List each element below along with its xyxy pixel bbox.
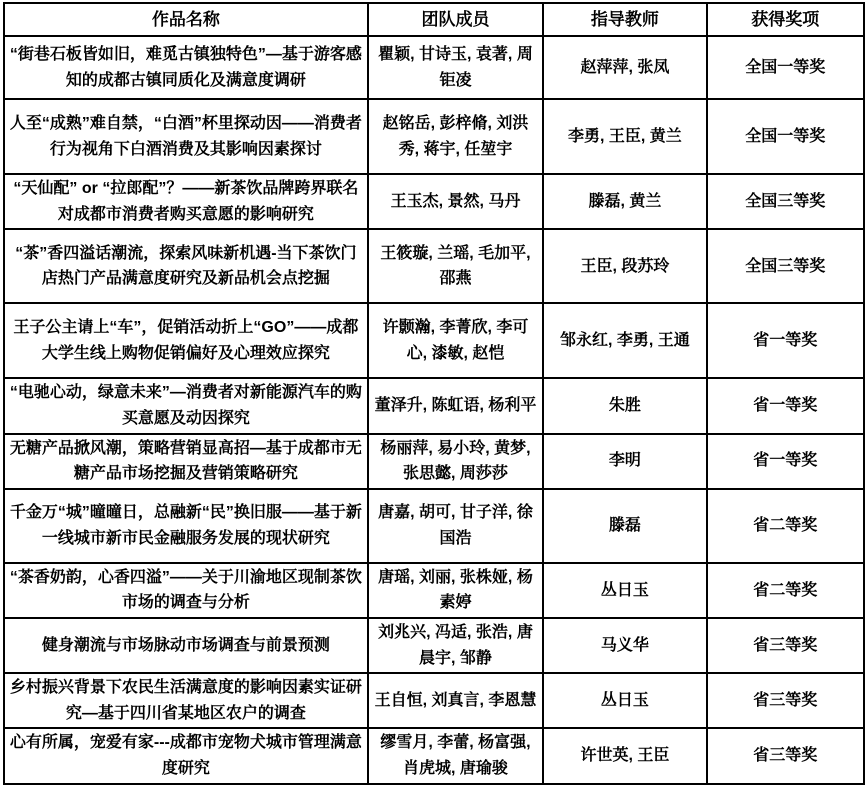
cell-advisors: 丛日玉 bbox=[543, 673, 706, 728]
cell-members: 王玉杰, 景然, 马丹 bbox=[368, 174, 543, 229]
cell-award: 全国三等奖 bbox=[707, 174, 864, 229]
cell-members: 王筱璇, 兰瑶, 毛加平, 邵燕 bbox=[368, 229, 543, 303]
cell-award: 省二等奖 bbox=[707, 563, 864, 618]
table-row bbox=[4, 728, 864, 783]
header-row bbox=[4, 3, 864, 36]
cell-title: “茶”香四溢话潮流，探索风味新机遇-当下茶饮门店热门产品满意度研究及新品机会点挖掘 bbox=[4, 229, 368, 303]
cell-award: 省三等奖 bbox=[707, 673, 864, 728]
cell-award: 全国一等奖 bbox=[707, 99, 864, 174]
cell-title: “电驰心动，绿意未来”—消费者对新能源汽车的购买意愿及动因探究 bbox=[4, 378, 368, 433]
cell-members: 许颢瀚, 李菁欣, 李可心, 漆敏, 赵恺 bbox=[368, 303, 543, 378]
table-row bbox=[4, 174, 864, 229]
cell-award: 全国三等奖 bbox=[707, 229, 864, 303]
cell-award: 省一等奖 bbox=[707, 434, 864, 489]
cell-members: 赵铭岳, 彭梓脩, 刘洪秀, 蒋宇, 任堃宇 bbox=[368, 99, 543, 174]
cell-title: 无糖产品掀风潮，策略营销显高招—基于成都市无糖产品市场挖掘及营销策略研究 bbox=[4, 434, 368, 489]
cell-members: 唐嘉, 胡可, 甘子洋, 徐国浩 bbox=[368, 489, 543, 563]
cell-title: 乡村振兴背景下农民生活满意度的影响因素实证研究—基于四川省某地区农户的调查 bbox=[4, 673, 368, 728]
cell-title: “街巷石板皆如旧，难觅古镇独特色”—基于游客感知的成都古镇同质化及满意度调研 bbox=[4, 36, 368, 99]
cell-members: 刘兆兴, 冯适, 张浩, 唐晨宇, 邹静 bbox=[368, 618, 543, 673]
cell-advisors: 王臣, 段苏玲 bbox=[543, 229, 706, 303]
cell-award: 省一等奖 bbox=[707, 378, 864, 433]
cell-advisors: 赵萍萍, 张凤 bbox=[543, 36, 706, 99]
column-header-title: 作品名称 bbox=[4, 3, 368, 36]
cell-members: 瞿颖, 甘诗玉, 袁著, 周钜凌 bbox=[368, 36, 543, 99]
cell-advisors: 朱胜 bbox=[543, 378, 706, 433]
table-row bbox=[4, 434, 864, 489]
table-row bbox=[4, 618, 864, 673]
cell-award: 省二等奖 bbox=[707, 489, 864, 563]
cell-title: “天仙配” or “拉郎配”？——新茶饮品牌跨界联名对成都市消费者购买意愿的影响研究 bbox=[4, 174, 368, 229]
cell-advisors: 滕磊 bbox=[543, 489, 706, 563]
cell-advisors: 李勇, 王臣, 黄兰 bbox=[543, 99, 706, 174]
cell-members: 杨丽萍, 易小玲, 黄梦, 张思懿, 周莎莎 bbox=[368, 434, 543, 489]
cell-advisors: 邹永红, 李勇, 王通 bbox=[543, 303, 706, 378]
table-row bbox=[4, 303, 864, 378]
column-header-advisors: 指导教师 bbox=[543, 3, 706, 36]
cell-title: 健身潮流与市场脉动市场调查与前景预测 bbox=[4, 618, 368, 673]
cell-members: 王自恒, 刘真言, 李恩慧 bbox=[368, 673, 543, 728]
cell-award: 省三等奖 bbox=[707, 618, 864, 673]
cell-advisors: 滕磊, 黄兰 bbox=[543, 174, 706, 229]
cell-title: “茶香奶韵，心香四溢”——关于川渝地区现制茶饮市场的调查与分析 bbox=[4, 563, 368, 618]
awards-table bbox=[3, 2, 865, 785]
cell-advisors: 丛日玉 bbox=[543, 563, 706, 618]
table-row bbox=[4, 36, 864, 99]
table-row bbox=[4, 99, 864, 174]
table-row bbox=[4, 673, 864, 728]
table-row bbox=[4, 563, 864, 618]
cell-members: 唐瑶, 刘丽, 张株娅, 杨素婷 bbox=[368, 563, 543, 618]
cell-advisors: 马义华 bbox=[543, 618, 706, 673]
cell-award: 省三等奖 bbox=[707, 728, 864, 783]
cell-members: 董泽升, 陈虹语, 杨利平 bbox=[368, 378, 543, 433]
cell-award: 全国一等奖 bbox=[707, 36, 864, 99]
cell-advisors: 李明 bbox=[543, 434, 706, 489]
cell-title: 心有所属，宠爱有家---成都市宠物犬城市管理满意度研究 bbox=[4, 728, 368, 783]
table-row bbox=[4, 229, 864, 303]
column-header-award: 获得奖项 bbox=[707, 3, 864, 36]
cell-title: 人至“成熟”难自禁，“白酒”杯里探动因——消费者行为视角下白酒消费及其影响因素探讨 bbox=[4, 99, 368, 174]
cell-advisors: 许世英, 王臣 bbox=[543, 728, 706, 783]
table-row bbox=[4, 378, 864, 433]
cell-award: 省一等奖 bbox=[707, 303, 864, 378]
cell-title: 王子公主请上“车”，促销活动折上“GO”——成都大学生线上购物促销偏好及心理效应探究 bbox=[4, 303, 368, 378]
cell-title: 千金万“城”曈曈日，总融新“民”换旧服——基于新一线城市新市民金融服务发展的现状研究 bbox=[4, 489, 368, 563]
cell-members: 缪雪月, 李蕾, 杨富强, 肖虎城, 唐瑜骏 bbox=[368, 728, 543, 783]
table-row bbox=[4, 489, 864, 563]
column-header-members: 团队成员 bbox=[368, 3, 543, 36]
